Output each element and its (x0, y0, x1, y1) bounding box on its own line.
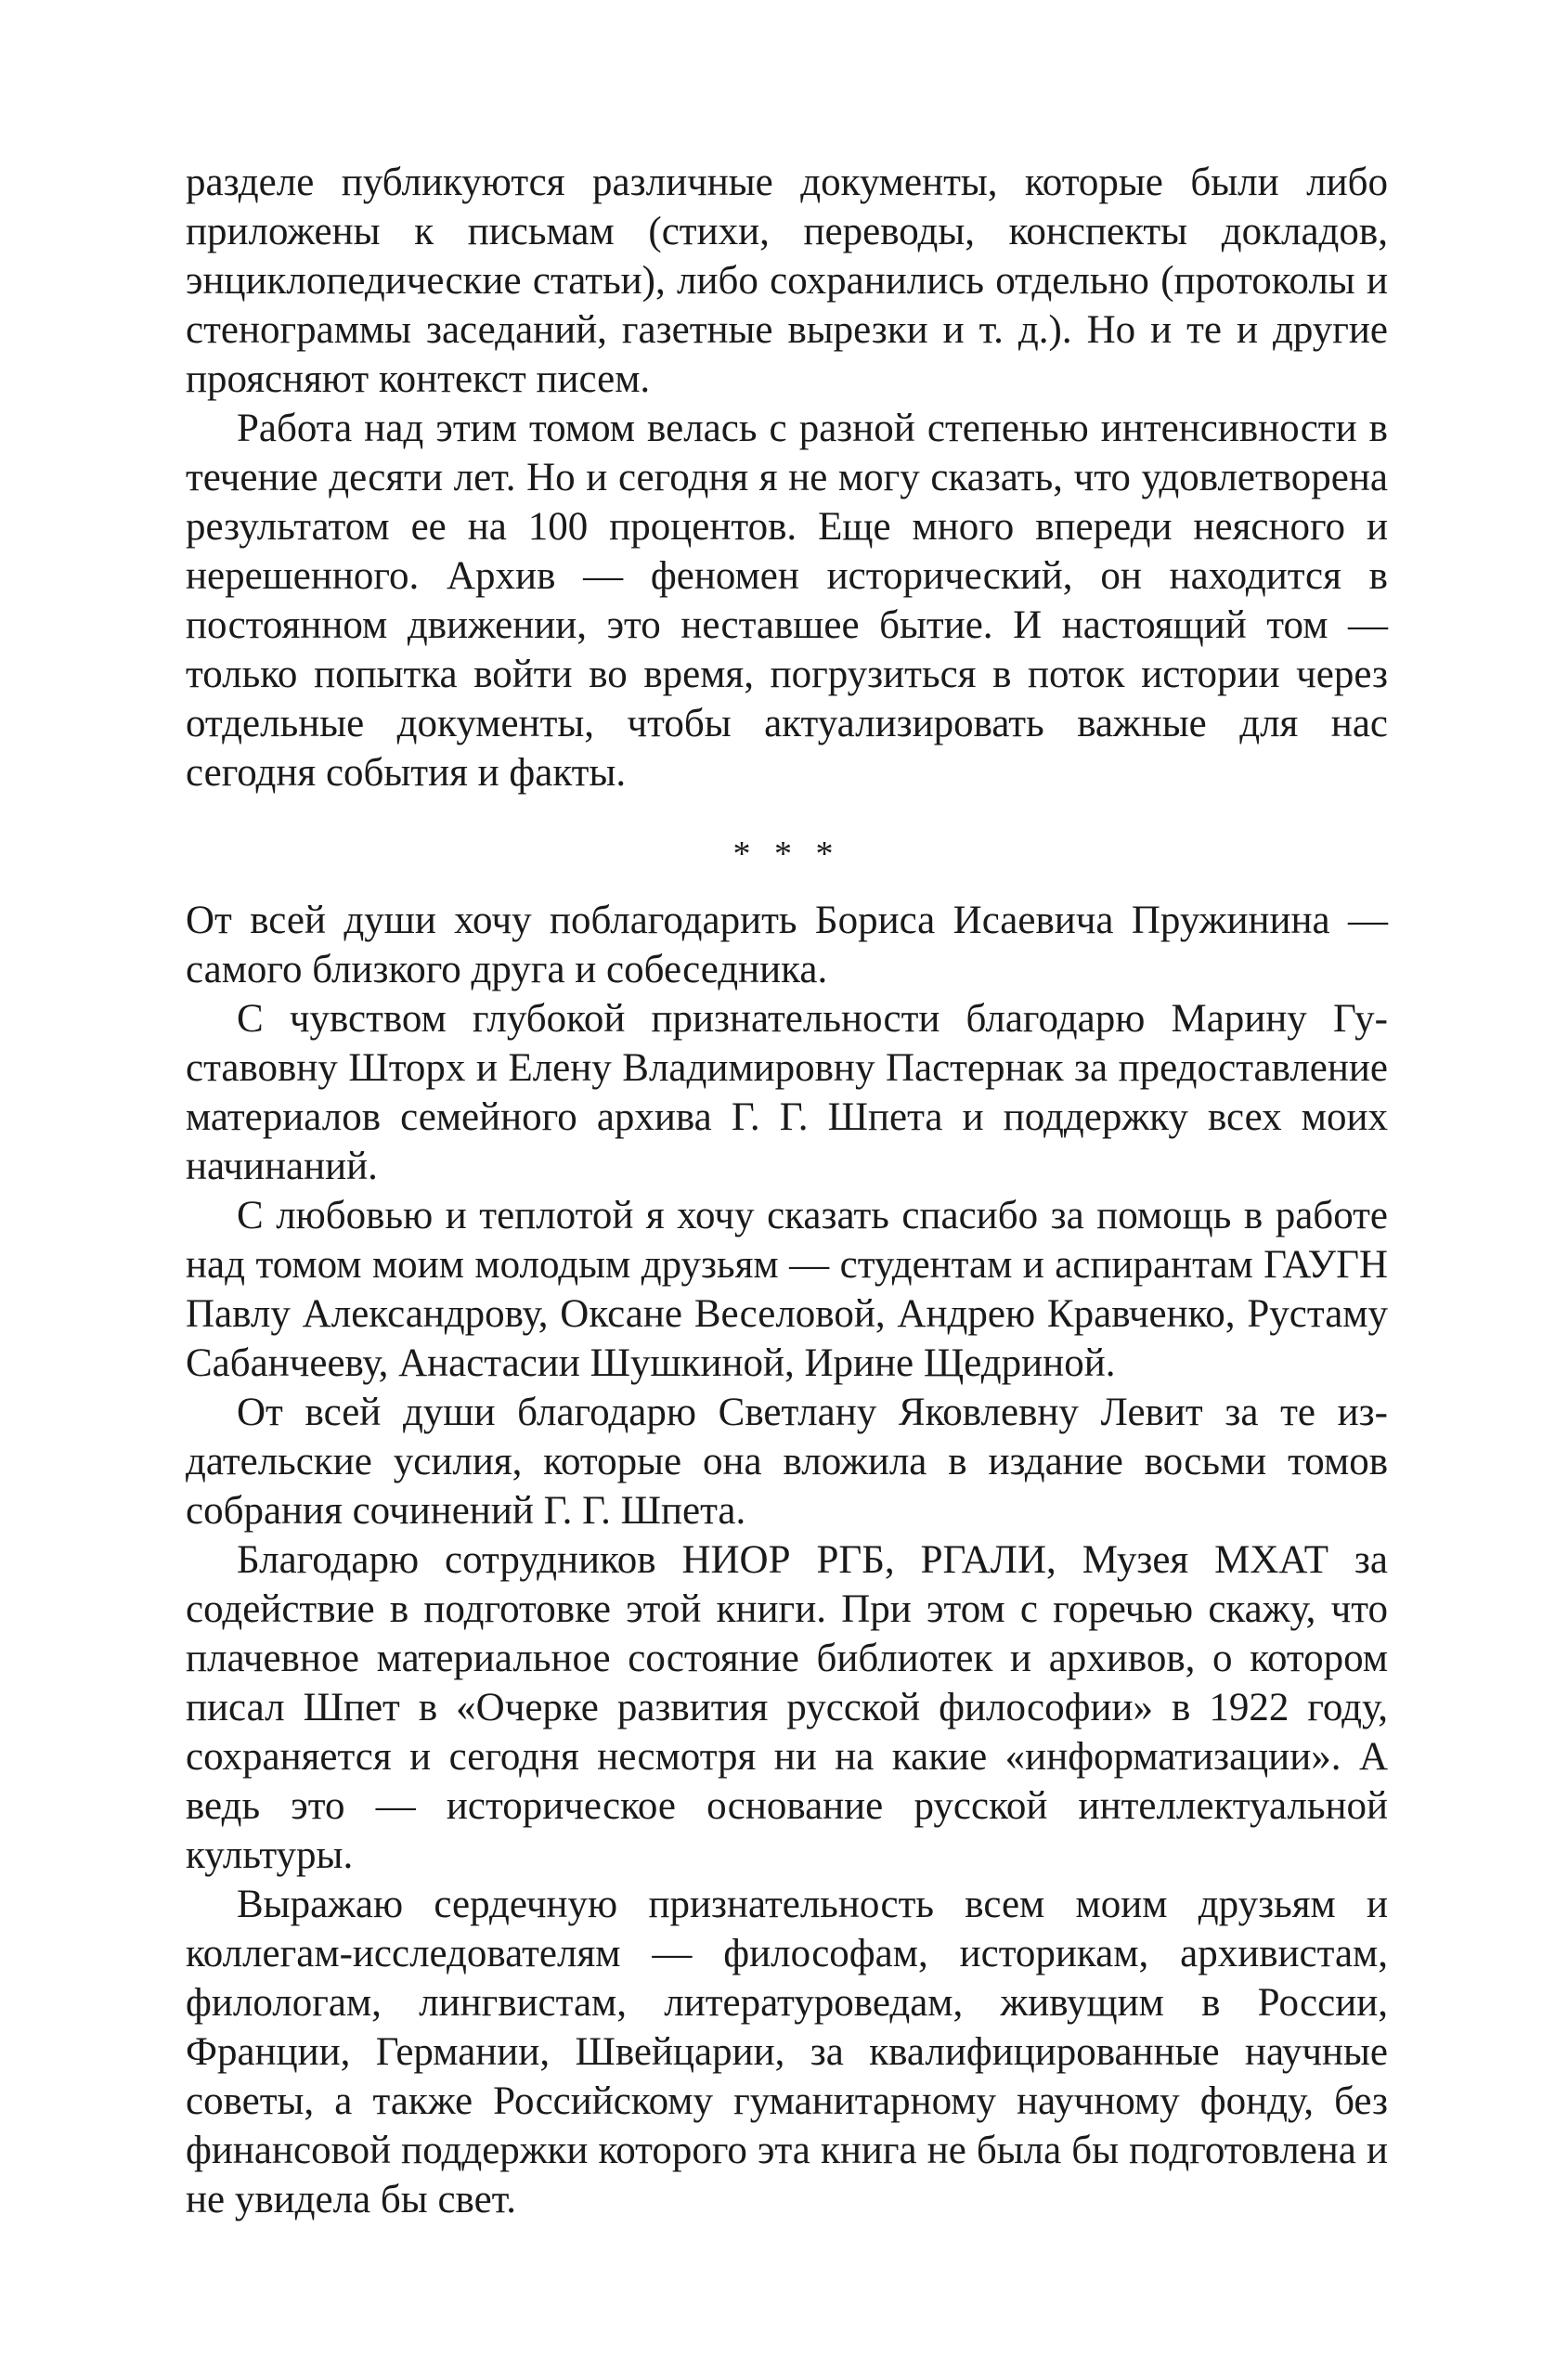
paragraph-thanks-archives: Благодарю сотрудников НИОР РГБ, РГАЛИ, Музея МХАТ за содействие в подготовке этой книги. При этом с горечью скажу, что плачевное материальное состояние библиотек и архивов, о котором писал Шпет в «Очерке развития русской философии» в 1922 году, сохраняется и сегодня несмотря ни на какие «информатизации». А ведь это — историческое основание русской интеллектуальной культуры. (186, 1538, 1388, 1877)
page-body (186, 158, 1388, 2224)
paragraph-thanks-colleagues: Выражаю сердечную признательность всем моим друзьям и коллегам-исследователям — философам, историкам, архивистам, филологам, лингвистам, литературоведам, живущим в России, Франции, Германии, Швейцарии, за квалифицированные научные советы, а также Российскому гуманитарному научному фонду, без финансовой поддержки которого эта книга не была бы подготовлена и не увидела бы свет. (186, 1883, 1388, 2221)
paragraph-continuation: разделе публикуются различные документы, которые были либо приложены к письмам (стихи, переводы, конспекты докладов, энциклопедические статьи), либо сохранились отдельно (протоколы и стенограммы заседаний, газетные вырезки и т. д.). Но и те и другие проясняют контекст писем. (186, 161, 1388, 401)
paragraph-work-on-volume: Работа над этим томом велась с разной степенью интенсивности в течение десяти лет. Но и сегодня я не могу сказать, что удовлетворена результатом ее на 100 процентов. Еще много впереди неясного и нерешенного. Архив — феномен исторический, он находится в постоянном движении, это неставшее бытие. И настоящий том — только попытка войти во время, погрузиться в поток истории через отдельные документы, чтобы актуализировать важные для нас сегодня события и факты. (186, 407, 1388, 795)
paragraph-thanks-students: С любовью и теплотой я хочу сказать спасибо за помощь в работе над томом моим молодым друзьям — студентам и аспирантам ГАУГН Павлу Александрову, Оксане Веселовой, Андрею Кравченко, Рустаму Сабанчееву, Анастасии Шушкиной, Ирине Щедриной. (186, 1194, 1388, 1385)
paragraph-thanks-pruzhinin: От всей души хочу поблагодарить Бориса Исаевича Пружинина — самого близкого друга и собеседника. (186, 899, 1388, 991)
paragraph-thanks-levit: От всей души благодарю Светлану Яковлевну Левит за те издательские усилия, которые она вложила в издание восьми томов собрания сочинений Г. Г. Шпета. (186, 1391, 1388, 1533)
paragraph-thanks-family-archive: С чувством глубокой признательности благодарю Марину Густавовну Шторх и Елену Владимировну Пастернак за предоставление материалов семейного архива Г. Г. Шпета и поддержку всех моих начинаний. (186, 997, 1388, 1188)
section-separator: * * * (732, 835, 841, 874)
